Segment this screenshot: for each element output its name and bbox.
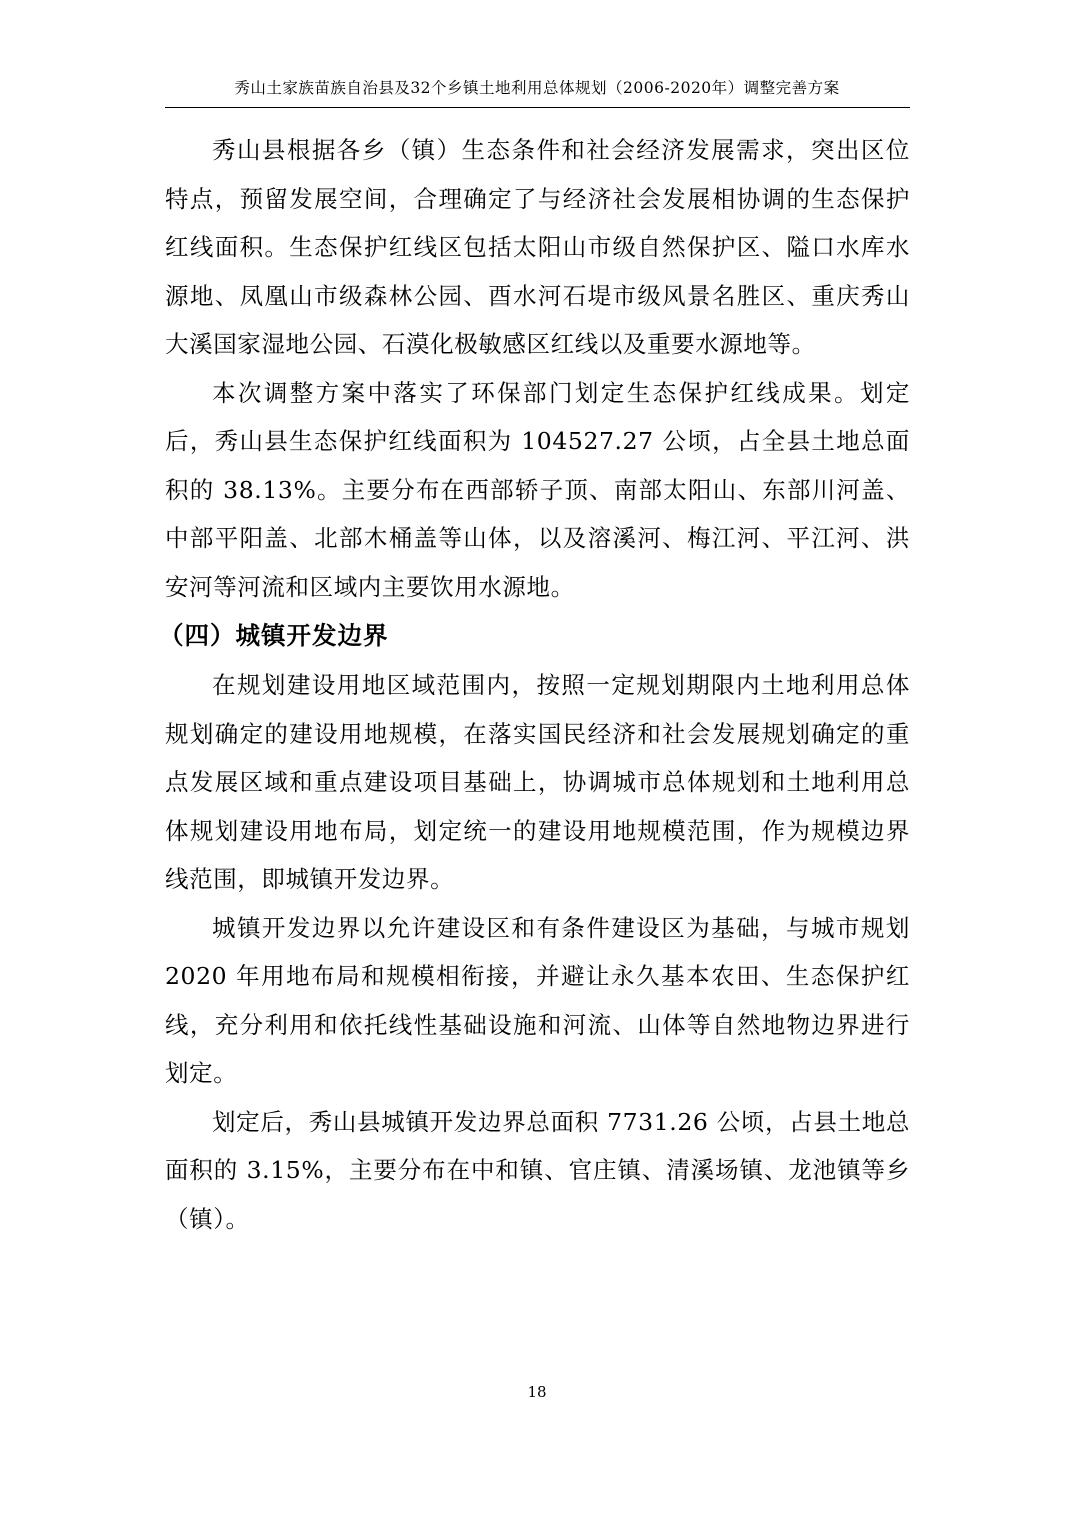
paragraph-urban-boundary-definition: 在规划建设用地区域范围内，按照一定规划期限内土地利用总体规划确定的建设用地规模，在落实国民经济和社会发展规划确定的重点发展区域和重点建设项目基础上，协调城市总体规划和土地利用总体规划建设用地布局，划定统一的建设用地规模范围，作为规模边界线范围，即城镇开发边界。: [165, 671, 910, 893]
running-header: 秀山土家族苗族自治县及32个乡镇土地利用总体规划（2006-2020年）调整完善方案: [234, 79, 840, 97]
header-divider: [165, 107, 910, 108]
paragraph-ecological-redline-area: 本次调整方案中落实了环保部门划定生态保护红线成果。划定后，秀山县生态保护红线面积为 104527.27 公顷，占全县土地总面积的 38.13%。主要分布在西部轿子顶、南部太阳山、东部川河盖、中部平阳盖、北部木桶盖等山体，以及溶溪河、梅江河、平江河、洪安河等河流和区域内主要饮用水源地。: [165, 378, 910, 601]
section-heading: （四）城镇开发边界: [159, 621, 389, 650]
document-body: [159, 126, 910, 1243]
paragraph-urban-boundary-area: 划定后，秀山县城镇开发边界总面积 7731.26 公顷，占县土地总面积的 3.15%，主要分布在中和镇、官庄镇、清溪场镇、龙池镇等乡（镇）。: [165, 1107, 910, 1233]
page-number: 18: [527, 1383, 547, 1401]
paragraph-urban-boundary-basis: 城镇开发边界以允许建设区和有条件建设区为基础，与城市规划 2020 年用地布局和规模相衔接，并避让永久基本农田、生态保护红线，充分利用和依托线性基础设施和河流、山体等自然地物边界进行划定。: [165, 913, 910, 1087]
paragraph-ecological-redline-overview: 秀山县根据各乡（镇）生态条件和社会经济发展需求，突出区位特点，预留发展空间，合理确定了与经济社会发展相协调的生态保护红线面积。生态保护红线区包括太阳山市级自然保护区、隘口水库水源地、凤凰山市级森林公园、酉水河石堤市级风景名胜区、重庆秀山大溪国家湿地公园、石漠化极敏感区红线以及重要水源地等。: [165, 136, 910, 358]
